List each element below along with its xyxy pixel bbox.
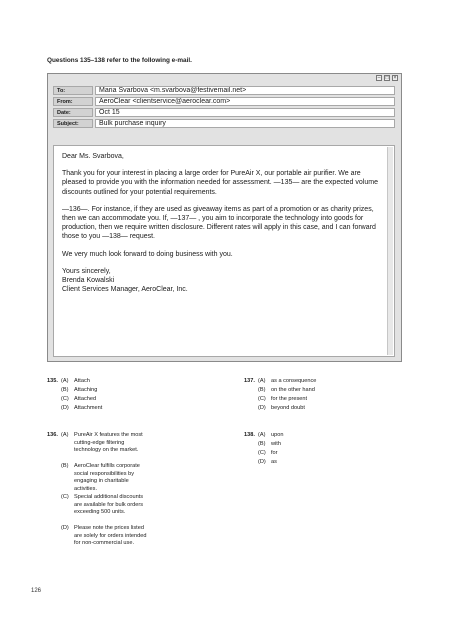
option-letter: (B) [258, 387, 266, 393]
option-text: Attachment [74, 405, 103, 411]
email-window [47, 73, 402, 362]
window-controls [376, 75, 398, 81]
option-text: as [271, 459, 277, 465]
paragraph-1: Thank you for your interest in placing a large order for PureAir X, our portable air purifier. We are pleased to provide you with the information needed for assessment. —135— are the expected volume discounts outlined for your potential requirements. [62, 170, 378, 196]
option-letter: (C) [258, 450, 266, 456]
question-number: 138. [244, 432, 255, 438]
header-row-subject [53, 118, 395, 128]
header-row-from [53, 96, 395, 106]
minimize-icon[interactable]: – [377, 75, 381, 81]
option-letter: (C) [61, 396, 69, 402]
signer-title: Client Services Manager, AeroClear, Inc. [62, 286, 188, 294]
header-label: From: [53, 97, 93, 106]
to-field[interactable]: Maria Svarbova <m.svarbova@festivemail.net> [95, 86, 395, 95]
paragraph-3: We very much look forward to doing business with you. [62, 250, 233, 258]
paragraph-2: —136—. For instance, if they are used as giveaway items as part of a promotion or as charity prizes, then we can accommodate you. If, —137— , you aim to incorporate the technology into goods for production, then we require written disclosure. Different rates will apply in this case, and I can forward those to you —138— request. [62, 205, 376, 241]
signer-name: Brenda Kowalski [62, 277, 115, 285]
question-136 [47, 432, 217, 562]
instructions: Questions 135–138 refer to the following e-mail. [47, 57, 192, 64]
header-row-to [53, 85, 395, 95]
option-text: with [271, 441, 281, 447]
option-letter: (A) [258, 432, 266, 438]
date-field[interactable]: Oct 15 [95, 108, 395, 117]
option-text: Attach [74, 378, 90, 384]
option-text: for the present [271, 396, 308, 402]
question-135 [47, 378, 217, 418]
header-label: Subject: [53, 119, 93, 128]
greeting: Dear Ms. Svarbova, [62, 153, 124, 160]
option-letter: (C) [61, 494, 69, 500]
scrollbar[interactable] [387, 147, 393, 355]
email-titlebar [48, 74, 401, 83]
header-label: Date: [53, 108, 93, 117]
option-text: AeroClear fulfills corporate social responsibilities by engaging in charitable activities. [74, 463, 140, 492]
option-letter: (D) [258, 405, 266, 411]
option-text: on the other hand [271, 387, 315, 393]
option-text: as a consequence [271, 378, 317, 384]
email-body[interactable] [53, 145, 395, 357]
from-field[interactable]: AeroClear <clientservice@aeroclear.com> [95, 97, 395, 106]
header-row-date [53, 107, 395, 117]
option-letter: (B) [61, 463, 69, 469]
option-text: Please note the prices listed are solely for orders intended for non-commercial use. [74, 525, 147, 547]
option-letter: (C) [258, 396, 266, 402]
question-number: 136. [47, 432, 58, 438]
closing: Yours sincerely, [62, 267, 111, 275]
close-icon[interactable]: × [393, 75, 397, 81]
question-138 [244, 432, 414, 472]
email-header [53, 85, 395, 129]
option-letter: (B) [258, 441, 266, 447]
header-label: To: [53, 86, 93, 95]
option-text: for [271, 450, 278, 456]
option-letter: (B) [61, 387, 69, 393]
question-number: 135. [47, 378, 58, 384]
option-text: upon [271, 432, 284, 438]
question-137 [244, 378, 414, 418]
question-number: 137. [244, 378, 255, 384]
option-text: beyond doubt [271, 405, 305, 411]
option-text: PureAir X features the most cutting-edge filtering technology on the market. [74, 432, 143, 454]
option-text: Attached [74, 396, 97, 402]
option-letter: (A) [61, 378, 69, 384]
option-letter: (D) [258, 459, 266, 465]
option-letter: (A) [258, 378, 266, 384]
subject-field[interactable]: Bulk purchase inquiry [95, 119, 395, 128]
option-letter: (A) [61, 432, 69, 438]
maximize-icon[interactable]: □ [385, 75, 389, 81]
option-letter: (D) [61, 405, 69, 411]
option-text: Attaching [74, 387, 98, 393]
option-letter: (D) [61, 525, 69, 531]
option-text: Special additional discounts are available for bulk orders exceeding 500 units. [74, 494, 144, 516]
page-number: 126 [31, 588, 42, 594]
